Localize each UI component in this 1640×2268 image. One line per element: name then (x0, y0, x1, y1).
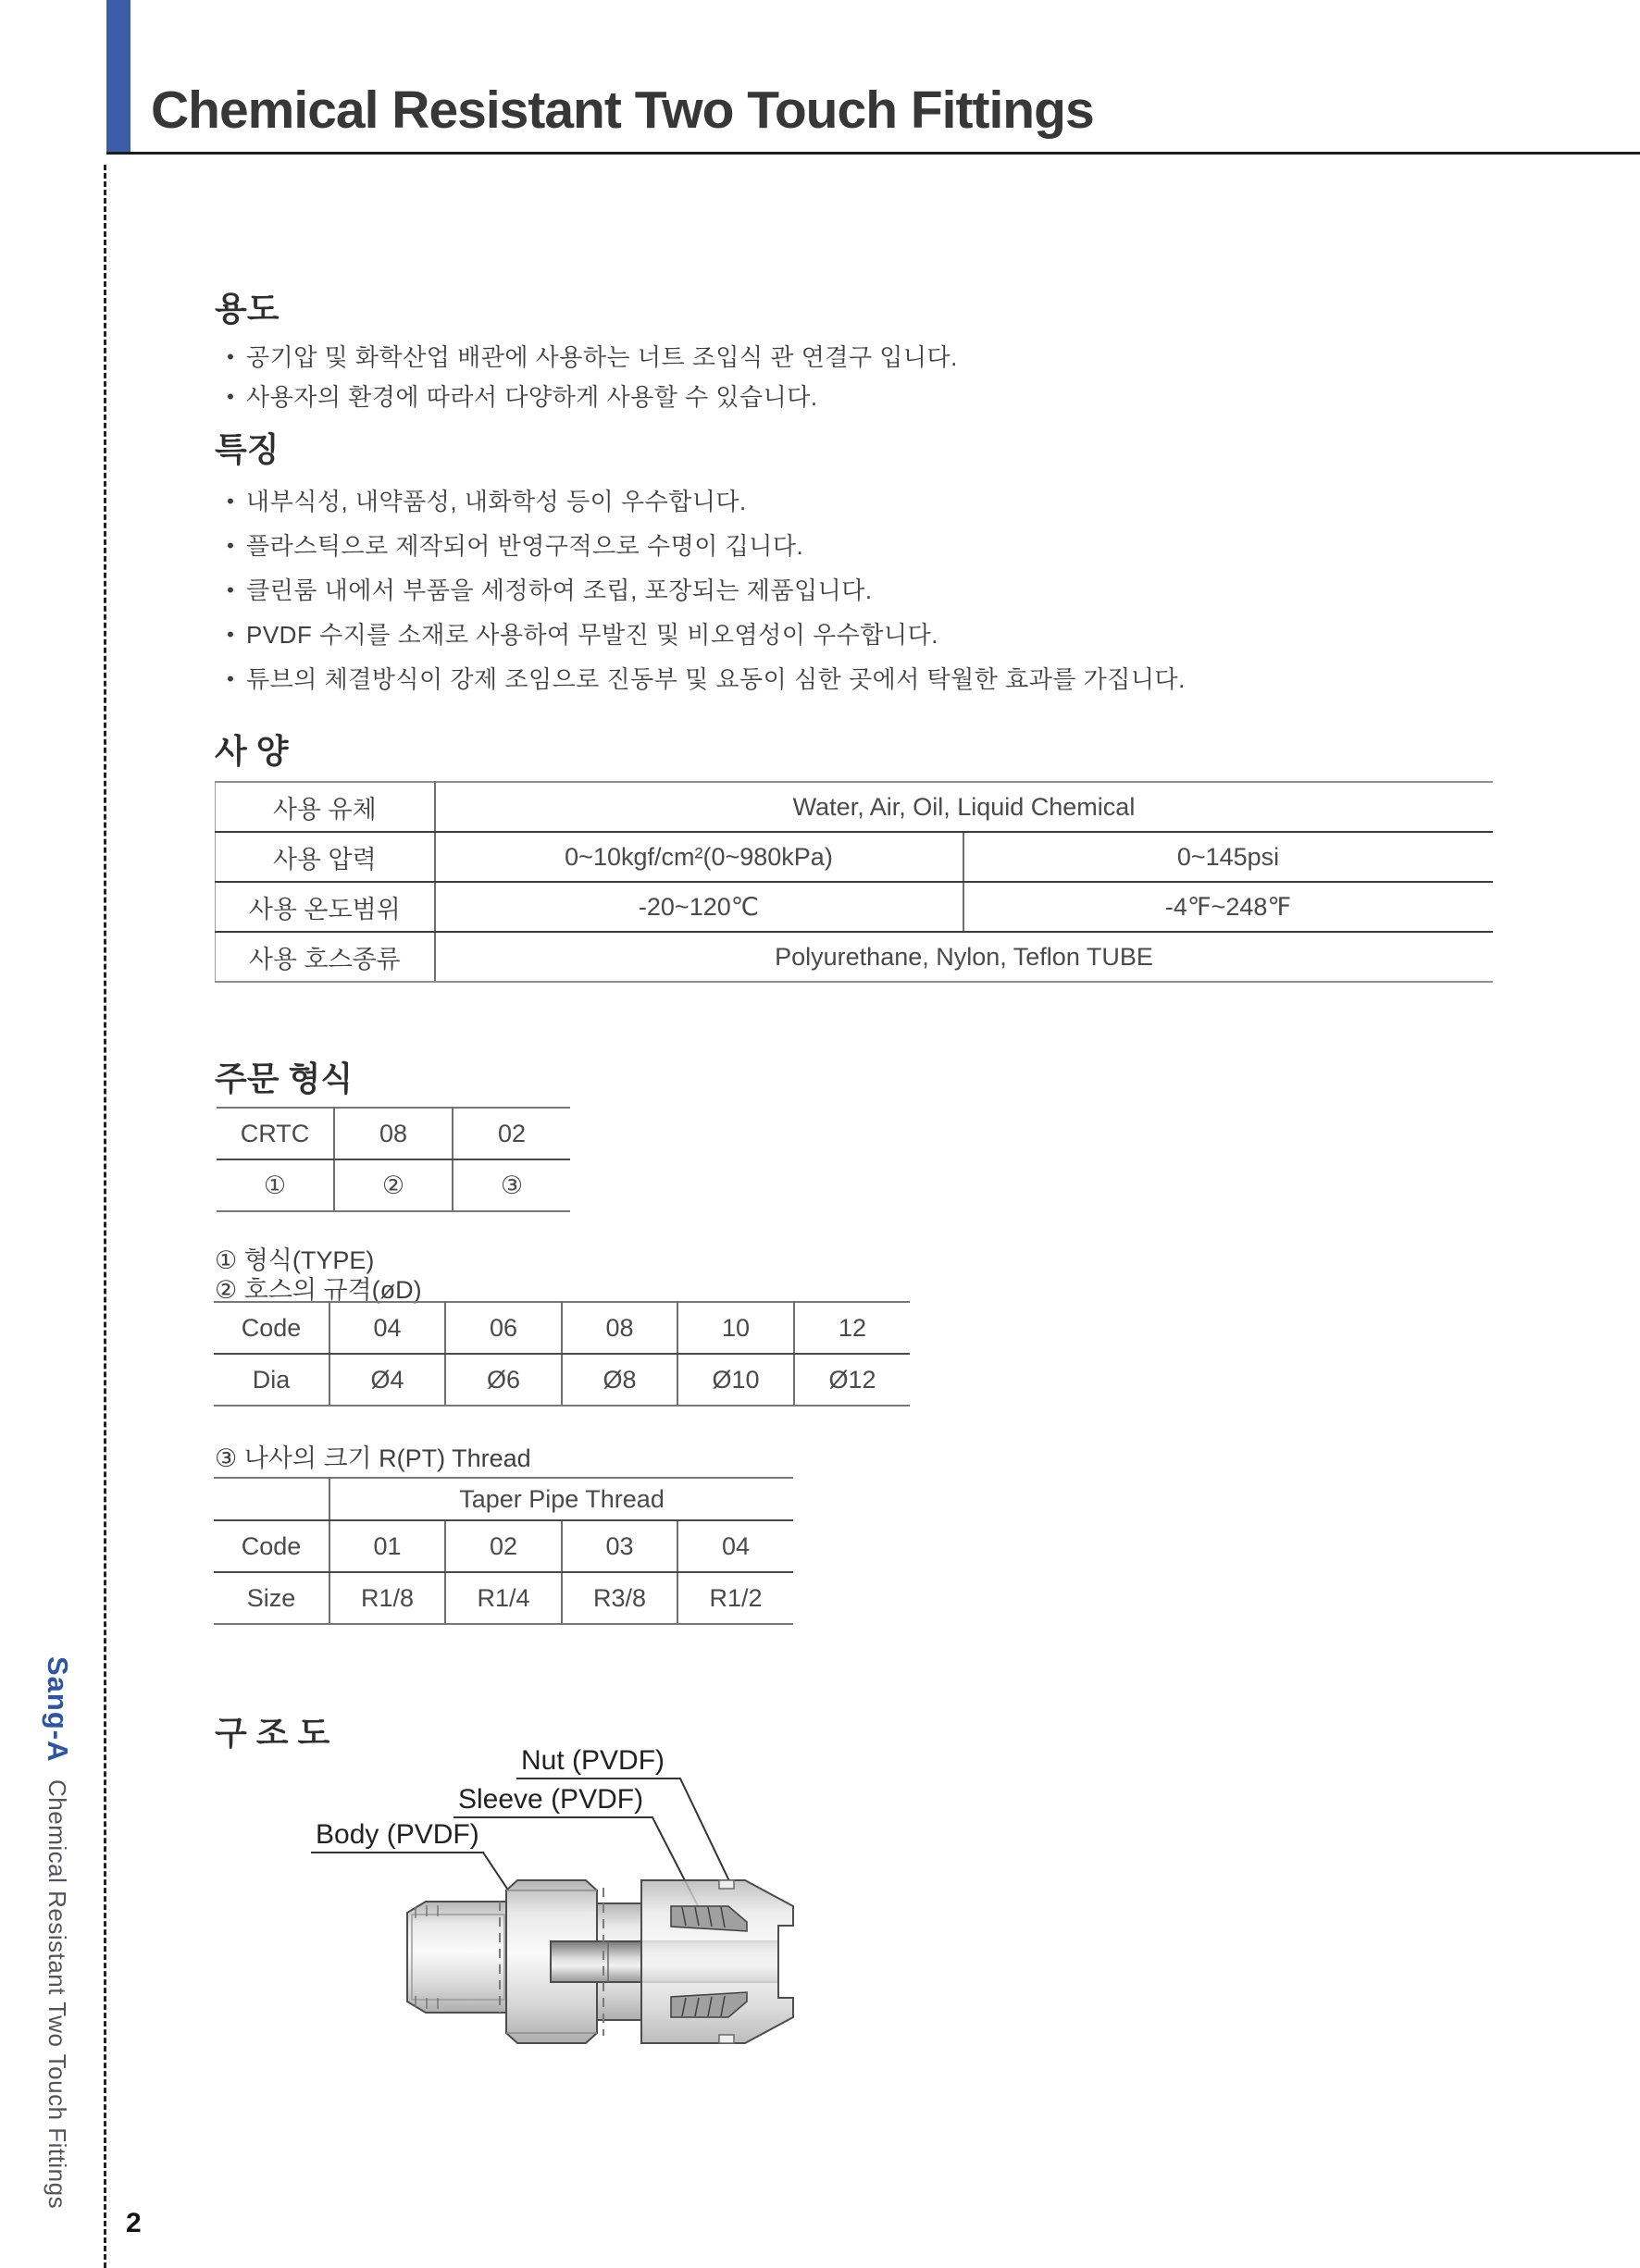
nut-groove (719, 2035, 734, 2043)
nut-groove (719, 1880, 734, 1889)
diagram-label-sleeve: Sleeve (PVDF) (458, 1784, 644, 1815)
spec-label: 사용 유체 (216, 782, 435, 832)
brand-logo-text: Sang-A (42, 1656, 74, 1763)
feature-item-text: 내부식성, 내약품성, 내화학성 등이 우수합니다. (246, 488, 747, 515)
hose-cell: Dia (214, 1354, 329, 1406)
hose-cell: Ø12 (794, 1354, 910, 1406)
spec-label: 사용 호스종류 (216, 932, 435, 982)
thread-cell: 04 (677, 1520, 793, 1572)
bullet-icon: • (227, 490, 234, 513)
bullet-icon: • (227, 667, 234, 690)
order-code-table (217, 1107, 570, 1212)
section-structure-heading: 구 조 도 (215, 1714, 330, 1752)
hose-cell: Ø8 (562, 1354, 677, 1406)
hose-cell: Code (214, 1302, 329, 1354)
hose-cell: 08 (562, 1302, 677, 1354)
plug-shape (407, 1902, 506, 2013)
diagram-label-body: Body (PVDF) (316, 1819, 479, 1850)
bullet-icon: • (227, 534, 234, 557)
hose-cell: 12 (794, 1302, 910, 1354)
table-row (216, 782, 1493, 832)
thread-size-table (214, 1477, 793, 1625)
order-code-cell: 08 (334, 1108, 453, 1159)
section-ordering-heading: 주문 형식 (215, 1060, 354, 1097)
table-row (214, 1520, 793, 1572)
bullet-icon: • (227, 385, 234, 408)
diagram-label-nut: Nut (PVDF) (521, 1745, 665, 1776)
accent-bar (106, 0, 130, 155)
ordering-note: ① 형식(TYPE) (215, 1246, 375, 1274)
usage-item (215, 382, 818, 412)
feature-item (215, 576, 873, 605)
table-row (217, 1108, 570, 1159)
sidebar-series-title: Chemical Resistant Two Touch Fittings (43, 1778, 71, 2210)
thread-cell: R1/4 (445, 1572, 562, 1624)
spec-value: Polyurethane, Nylon, Teflon TUBE (435, 932, 1493, 982)
hose-cell: Ø10 (677, 1354, 794, 1406)
order-code-cell: 02 (453, 1108, 570, 1159)
feature-item (215, 487, 747, 516)
section-usage-heading: 용도 (215, 290, 280, 328)
table-row (216, 932, 1493, 982)
table-row (217, 1159, 570, 1211)
thread-header-cell: Taper Pipe Thread (329, 1478, 793, 1520)
usage-item (215, 342, 958, 372)
order-code-cell: CRTC (217, 1108, 334, 1159)
fitting-cross-section-drawing (393, 1865, 805, 2054)
table-row (214, 1478, 793, 1520)
page-title: Chemical Resistant Two Touch Fittings (151, 81, 1094, 140)
spec-label: 사용 온도범위 (216, 882, 435, 932)
thread-cell: 03 (562, 1520, 677, 1572)
hose-cell: 06 (445, 1302, 562, 1354)
section-specs-heading: 사 양 (215, 732, 289, 770)
hose-cell: 10 (677, 1302, 794, 1354)
bullet-icon: • (227, 578, 234, 601)
nut-shape (641, 1880, 793, 2043)
feature-item-text: 플라스틱으로 제작되어 반영구적으로 수명이 깁니다. (246, 532, 804, 560)
thread-cell: 02 (445, 1520, 562, 1572)
ordering-note: ③ 나사의 크기 R(PT) Thread (215, 1444, 531, 1472)
spec-value: -20~120℃ (435, 882, 963, 932)
table-row (216, 832, 1493, 882)
hose-cell: Ø4 (329, 1354, 445, 1406)
table-row (214, 1572, 793, 1624)
spec-value: 0~10kgf/cm²(0~980kPa) (435, 832, 963, 882)
bullet-icon: • (227, 623, 234, 646)
feature-item-text: 클린룸 내에서 부품을 세정하여 조립, 포장되는 제품입니다. (246, 576, 873, 604)
feature-item (215, 531, 803, 561)
thread-empty-cell (214, 1478, 329, 1520)
order-pos-cell: ③ (453, 1159, 570, 1211)
feature-item-text: 튜브의 체결방식이 강제 조임으로 진동부 및 요동이 심한 곳에서 탁월한 효과를 가집니다. (246, 665, 1186, 693)
table-row (214, 1302, 910, 1354)
bullet-icon: • (227, 345, 234, 368)
thread-cell: R1/8 (329, 1572, 445, 1624)
feature-item (215, 620, 938, 650)
spec-value: Water, Air, Oil, Liquid Chemical (435, 782, 1493, 832)
table-row (216, 882, 1493, 932)
order-pos-cell: ② (334, 1159, 453, 1211)
table-row (214, 1354, 910, 1406)
thread-cell: Code (214, 1520, 329, 1572)
sidebar-spine-text (41, 1656, 74, 2210)
ordering-note: ② 호스의 규격(øD) (215, 1276, 422, 1304)
thread-cell: Size (214, 1572, 329, 1624)
thread-cell: R3/8 (562, 1572, 677, 1624)
thread-cell: R1/2 (677, 1572, 793, 1624)
usage-item-text: 공기압 및 화학산업 배관에 사용하는 너트 조입식 관 연결구 입니다. (246, 343, 958, 371)
feature-item-text: PVDF 수지를 소재로 사용하여 무발진 및 비오염성이 우수합니다. (246, 621, 938, 649)
title-divider (106, 152, 1640, 155)
spec-value: 0~145psi (963, 832, 1493, 882)
section-features-heading: 특징 (215, 430, 280, 468)
hose-size-table (214, 1301, 910, 1407)
hose-cell: 04 (329, 1302, 445, 1354)
spec-value: -4℉~248℉ (963, 882, 1493, 932)
thread-cell: 01 (329, 1520, 445, 1572)
hose-cell: Ø6 (445, 1354, 562, 1406)
page-number: 2 (126, 2208, 142, 2238)
spec-label: 사용 압력 (216, 832, 435, 882)
feature-item (215, 664, 1186, 694)
margin-dashed-line (104, 165, 106, 2268)
usage-item-text: 사용자의 환경에 따라서 다양하게 사용할 수 있습니다. (246, 383, 818, 411)
spec-table (215, 781, 1493, 983)
order-pos-cell: ① (217, 1159, 334, 1211)
